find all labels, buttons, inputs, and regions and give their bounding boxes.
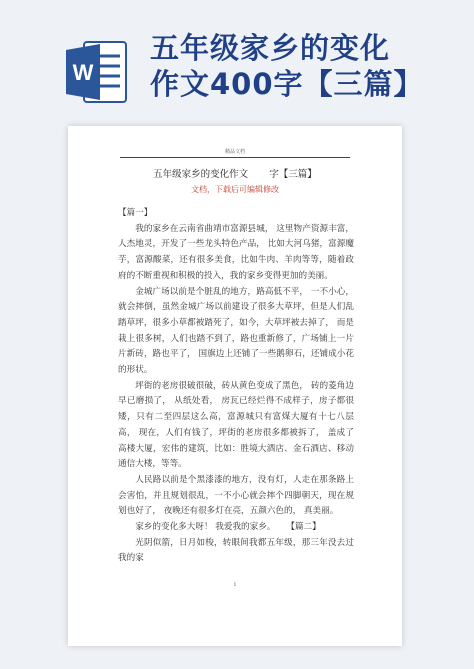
paragraph-1: 我的家乡在云南省曲靖市富源县城， 这里物产资源丰富， 人杰地灵，开发了一些龙头特色产品， 比如大河乌猪，富源魔芋，富源酸菜，还有很多美食，比如牛肉、羊肉等等，随着政府的不断重视和积极的投入，我的家乡变得更加的美丽。 [118,223,354,281]
paragraph-3: 坪街的老房很破很破，砖从黄色变成了黑色， 砖的菱角边早已磨损了， 从纸处看， 房瓦已经烂得不成样子，房子都很矮，只有二至四层这么高，富源城只有富煤大厦有十七八层高， 现在，人们有钱了，坪街的老房很多都被拆了， 盖成了高楼大厦，宏伟的建筑，比如：胜境大酒店、金石酒店、移动通信大楼，等等。 [118,380,354,470]
document-title: 五年级家乡的变化作文 字【三篇】 [153,169,317,180]
document-page [68,126,402,646]
banner-title-line-1: 五年级家乡的变化 [150,31,391,65]
word-icon-letter: W [72,60,94,85]
closing-line [118,520,354,536]
word-doc-icon [66,38,128,106]
banner-title-line-2: 作文400字【三篇】 [150,67,424,101]
page-number: 1 [233,582,237,588]
banner [0,0,474,120]
paragraph-2: 金城广场以前是个脏乱的地方，路高低不平， 一不小心，就会摔倒，虽然金城广场以前建设了很多大草坪，但是人们乱踏草坪，很多小草都被踏死了，如今，大草坪被去掉了， 而是栽上很多树，人们也踏不到了，路也重新修了，广场铺上一片片新砖，路也平了， 国旗边上还铺了一些鹅卵石，还铺成小花的形状。 [118,286,354,376]
paragraph-4: 人民路以前是个黑漆漆的地方，没有灯，人走在那条路上会害怕，并且规划很乱，一不小心就会摔个四脚朝天，现在规划也好了， 夜晚还有很多灯在亮，五颜六色的， 真美丽。 [118,474,354,517]
section-label-1: 【篇一】 [118,208,153,218]
closing-text: 家乡的变化多大呀！ 我爱我的家乡。 [135,522,276,533]
document-subtitle: 文档，下载后可编辑修改 [191,185,279,194]
paragraph-5: 光阴似箭，日月如梭，转眼间我都五年级，那三年没去过我的家 [118,537,354,564]
section-label-2: 【篇二】 [286,522,321,533]
document-body [118,206,354,567]
header-divider [120,157,350,158]
banner-title [150,30,470,102]
page-header: 精品文档 [224,149,245,155]
